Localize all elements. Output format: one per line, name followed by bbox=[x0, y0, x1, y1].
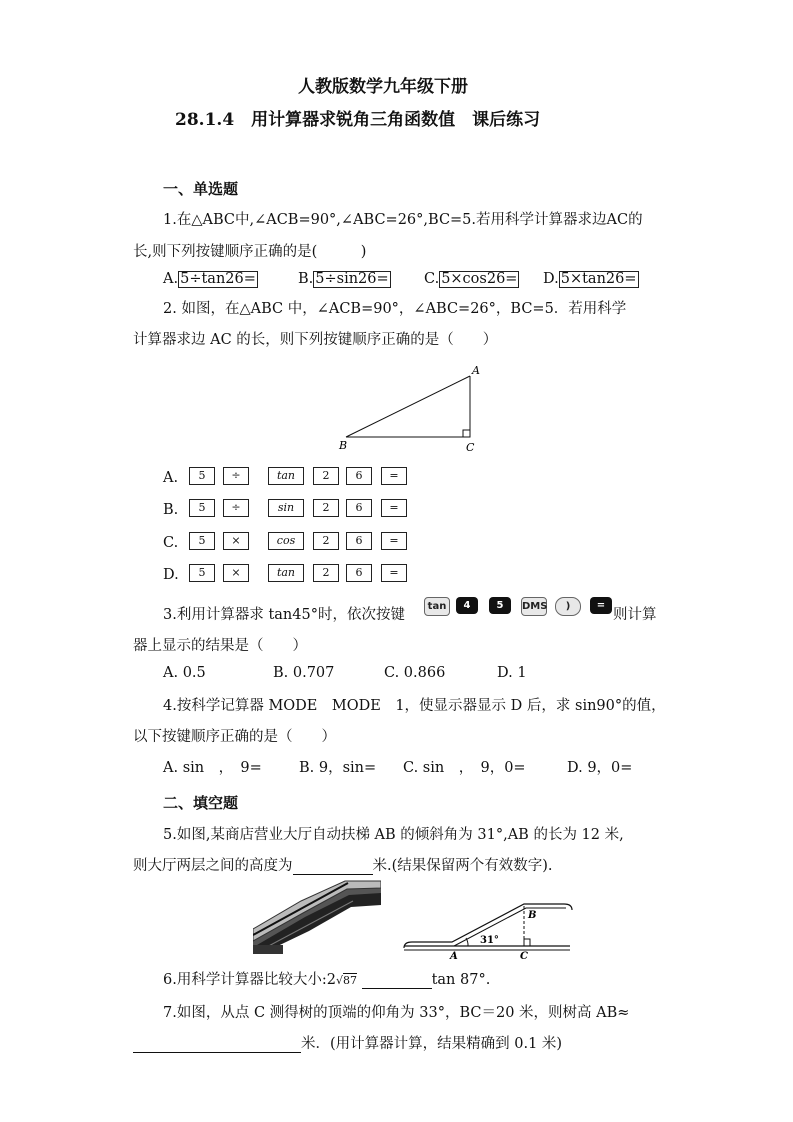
q4-option-c: C. sin ， 9，0= bbox=[403, 760, 526, 776]
q3-text-line1-pre: 3.利用计算器求 tan45°时，依次按键 bbox=[163, 607, 405, 623]
calculator-key: × bbox=[223, 532, 249, 550]
section-heading-single-choice: 一、单选题 bbox=[163, 180, 239, 198]
q3-text-line2: 器上显示的结果是（ ） bbox=[133, 638, 307, 654]
q5-text-line1: 5.如图,某商店营业大厅自动扶梯 AB 的倾斜角为 31°,AB 的长为 12 米, bbox=[163, 827, 624, 843]
calculator-key: 6 bbox=[346, 467, 372, 485]
q3-option-a: A. 0.5 bbox=[163, 665, 206, 681]
q1-option-b bbox=[298, 271, 391, 288]
calculator-key: 2 bbox=[313, 564, 339, 582]
calc-key-dms: DMS bbox=[521, 597, 547, 616]
calc-key-4: 4 bbox=[456, 597, 478, 614]
calculator-key: = bbox=[381, 499, 407, 517]
q4-text-line2: 以下按键顺序正确的是（ ） bbox=[133, 729, 336, 745]
calculator-key: 6 bbox=[346, 532, 372, 550]
calculator-key: ÷ bbox=[223, 467, 249, 485]
calculator-key: 6 bbox=[346, 564, 372, 582]
calc-key-5: 5 bbox=[489, 597, 511, 614]
q7-text-line2: 米．(用计算器计算，结果精确到 0.1 米) bbox=[133, 1032, 562, 1053]
triangle-figure bbox=[330, 362, 490, 454]
q4-option-b: B. 9，sin= bbox=[299, 760, 377, 776]
q2-text-line2: 计算器求边 AC 的长，则下列按键顺序正确的是（ ） bbox=[133, 332, 498, 348]
q1-option-a bbox=[163, 271, 258, 288]
vertex-label-b: B bbox=[528, 910, 537, 921]
key-sequence-box: 5×cos26= bbox=[441, 271, 518, 287]
section-heading-fill-blank: 二、填空题 bbox=[163, 794, 239, 812]
calculator-key: 5 bbox=[189, 499, 215, 517]
q2-option-label: B. bbox=[163, 502, 179, 518]
escalator-diagram bbox=[394, 892, 574, 962]
calculator-key: 5 bbox=[189, 467, 215, 485]
calculator-key: × bbox=[223, 564, 249, 582]
key-sequence-box: 5÷sin26= bbox=[315, 271, 389, 287]
key-sequence-box: 5×tan26= bbox=[560, 271, 637, 287]
q6-text: 6.用科学计算器比较大小:2√87 tan 87°. bbox=[163, 972, 491, 988]
calculator-key: 5 bbox=[189, 564, 215, 582]
calc-key-equals: = bbox=[590, 597, 612, 614]
q4-text-line1: 4.按科学记算器 MODE MODE 1，使显示器显示 D 后，求 sin90°的值， bbox=[163, 698, 666, 714]
calculator-key: 6 bbox=[346, 499, 372, 517]
calculator-key: ÷ bbox=[223, 499, 249, 517]
q3-option-c: C. 0.866 bbox=[384, 665, 446, 681]
calculator-key: 2 bbox=[313, 467, 339, 485]
calculator-key: = bbox=[381, 532, 407, 550]
angle-label: 31° bbox=[480, 935, 499, 946]
escalator-photo bbox=[253, 879, 381, 954]
q2-text-line1: 2. 如图，在△ABC 中，∠ACB=90°，∠ABC=26°，BC=5．若用科学 bbox=[163, 301, 627, 317]
key-sequence-box: 5÷tan26= bbox=[180, 271, 256, 287]
option-label: B. bbox=[298, 271, 314, 287]
answer-blank bbox=[293, 860, 373, 875]
q2-option-label: D. bbox=[163, 567, 179, 583]
calculator-key: tan bbox=[268, 564, 304, 582]
option-label: D. bbox=[543, 271, 559, 287]
answer-blank bbox=[133, 1038, 301, 1053]
q1-option-d bbox=[543, 271, 639, 288]
vertex-label-a: A bbox=[472, 364, 480, 377]
calculator-key: 5 bbox=[189, 532, 215, 550]
calculator-key: sin bbox=[268, 499, 304, 517]
calculator-key: 2 bbox=[313, 532, 339, 550]
option-label: A. bbox=[163, 271, 179, 287]
q1-option-c bbox=[424, 271, 519, 288]
calc-key-paren: ) bbox=[555, 597, 581, 616]
calculator-key: 2 bbox=[313, 499, 339, 517]
q1-text-line2: 长,则下列按键顺序正确的是( ) bbox=[133, 244, 367, 260]
q7-text-line1: 7.如图，从点 C 测得树的顶端的仰角为 33°，BC＝20 米，则树高 AB≈ bbox=[163, 1005, 630, 1021]
vertex-label-a: A bbox=[450, 951, 458, 962]
q2-option-label: A. bbox=[163, 470, 179, 486]
vertex-label-c: C bbox=[466, 441, 475, 454]
option-label: C. bbox=[424, 271, 440, 287]
answer-blank bbox=[362, 974, 432, 989]
q4-option-d: D. 9，0= bbox=[567, 760, 633, 776]
vertex-label-c: C bbox=[520, 951, 528, 962]
vertex-label-b: B bbox=[339, 439, 348, 452]
calculator-key: tan bbox=[268, 467, 304, 485]
calc-key-tan: tan bbox=[424, 597, 450, 616]
q3-text-line1-post: 则计算 bbox=[613, 607, 657, 623]
q3-option-d: D. 1 bbox=[497, 665, 527, 681]
q2-option-label: C. bbox=[163, 535, 179, 551]
q3-option-b: B. 0.707 bbox=[273, 665, 335, 681]
doc-subtitle: 28.1.4 用计算器求锐角三角函数值 课后练习 bbox=[175, 110, 541, 130]
q4-option-a: A. sin ， 9= bbox=[163, 760, 262, 776]
radicand: 87 bbox=[342, 974, 357, 987]
q1-text-line1: 1.在△ABC中,∠ACB=90°,∠ABC=26°,BC=5.若用科学计算器求边AC的 bbox=[163, 212, 643, 228]
q5-text-line2: 则大厅两层之间的高度为 米.(结果保留两个有效数字). bbox=[133, 858, 553, 874]
calculator-key: = bbox=[381, 467, 407, 485]
calculator-key: cos bbox=[268, 532, 304, 550]
calculator-key: = bbox=[381, 564, 407, 582]
doc-title: 人教版数学九年级下册 bbox=[298, 77, 468, 97]
